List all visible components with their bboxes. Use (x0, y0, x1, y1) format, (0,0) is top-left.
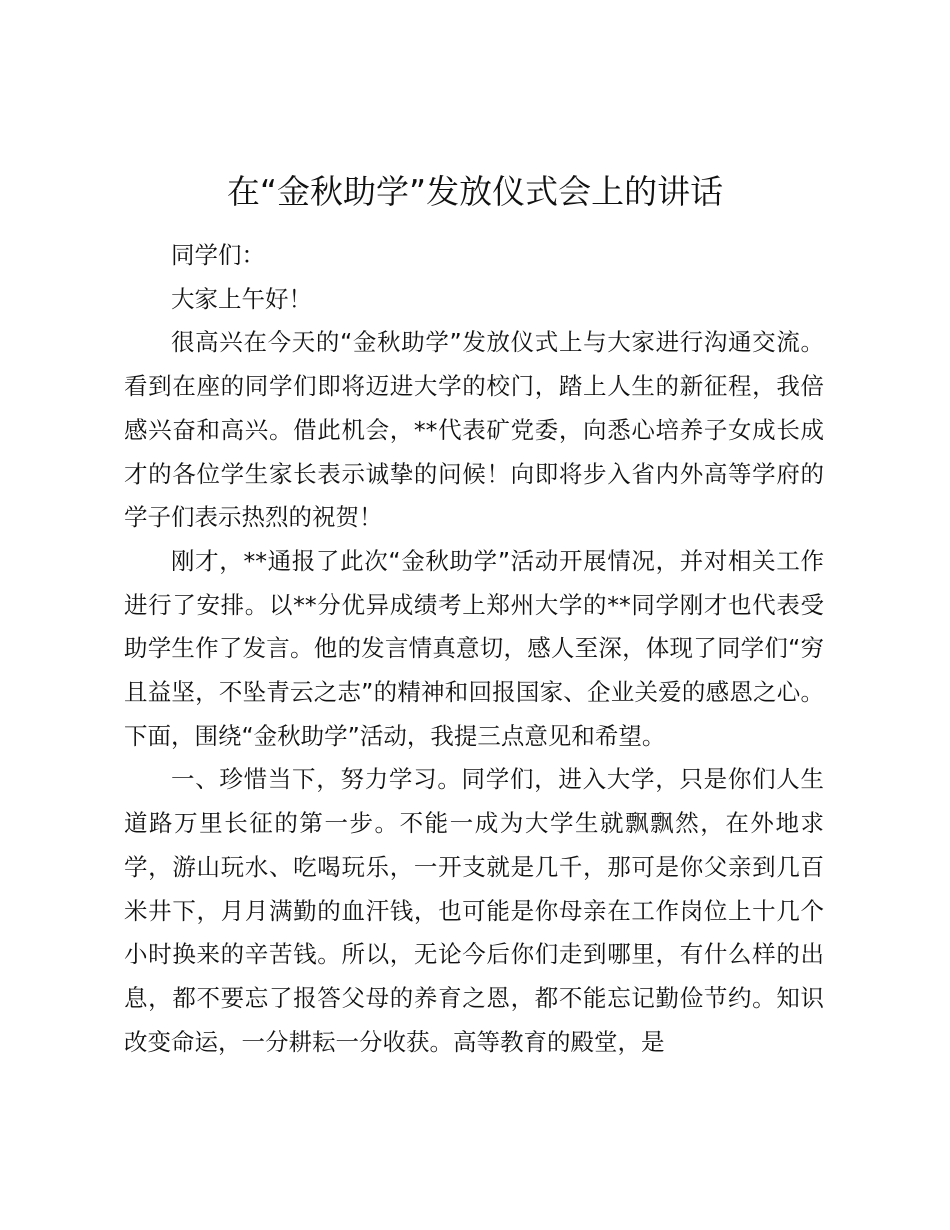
paragraph-report: 刚才，**通报了此次“金秋助学”活动开展情况，并对相关工作进行了安排。以**分优异成绩考上郑州大学的**同学刚才也代表受助学生作了发言。他的发言情真意切，感人至深，体现了同学们“穷且益坚，不坠青云之志”的精神和回报国家、企业关爱的感恩之心。下面，围绕“金秋助学”活动，我提三点意见和希望。 (124, 546, 824, 750)
document-body (124, 234, 824, 1064)
salutation: 同学们： (171, 241, 265, 269)
paragraph-point-one: 一、珍惜当下，努力学习。同学们，进入大学，只是你们人生道路万里长征的第一步。不能一成为大学生就飘飘然，在外地求学，游山玩水、吃喝玩乐，一开支就是几千，那可是你父亲到几百米井下，月月满勤的血汗钱，也可能是你母亲在工作岗位上十几个小时换来的辛苦钱。所以，无论今后你们走到哪里，有什么样的出息，都不要忘了报答父母的养育之恩，都不能忘记勤俭节约。知识改变命运，一分耕耘一分收获。高等教育的殿堂，是 (124, 765, 824, 1056)
paragraph-intro: 很高兴在今天的“金秋助学”发放仪式上与大家进行沟通交流。看到在座的同学们即将迈进大学的校门，踏上人生的新征程，我倍感兴奋和高兴。借此机会，**代表矿党委，向悉心培养子女成长成才的各位学生家长表示诚挚的问候！向即将步入省内外高等学府的学子们表示热烈的祝贺！ (124, 328, 824, 532)
document-title: 在“金秋助学”发放仪式会上的讲话 (226, 172, 724, 211)
greeting: 大家上午好！ (171, 284, 312, 313)
